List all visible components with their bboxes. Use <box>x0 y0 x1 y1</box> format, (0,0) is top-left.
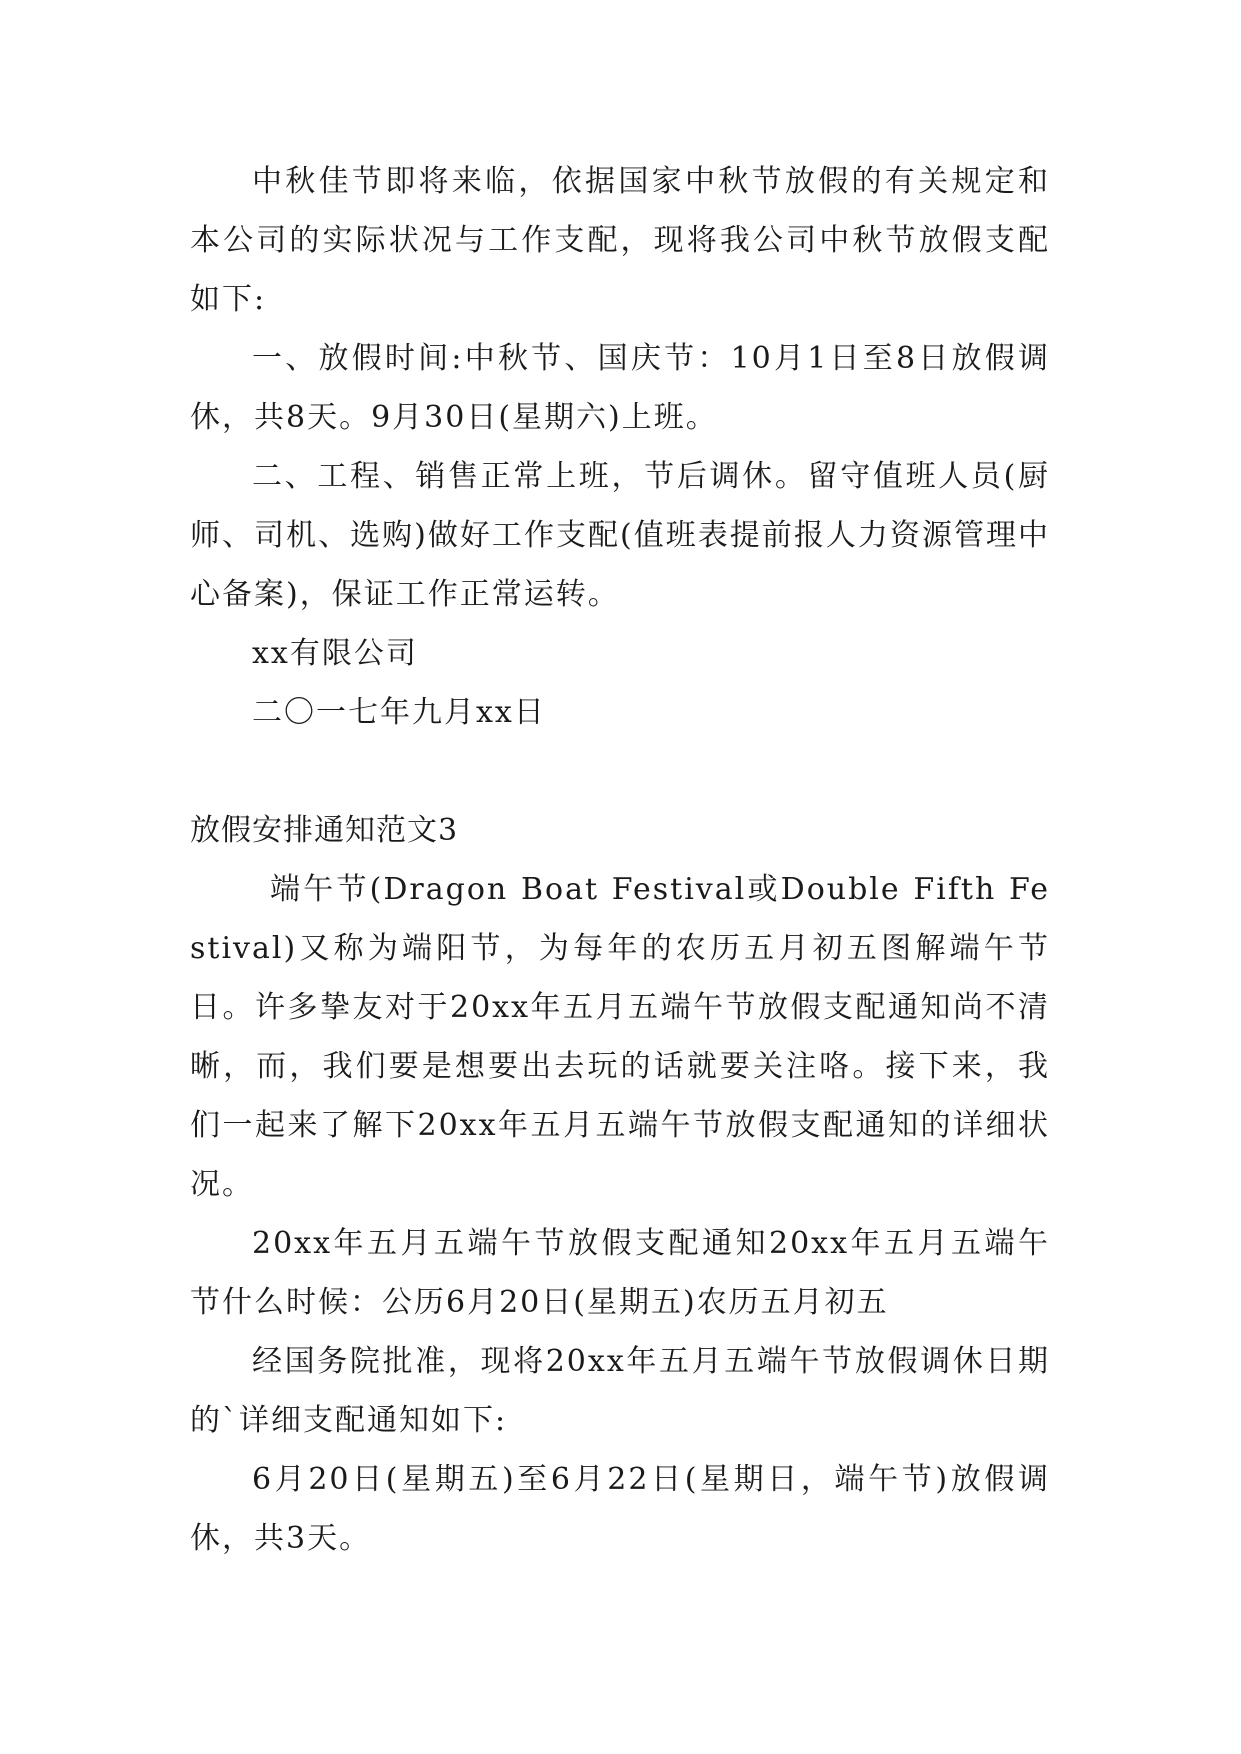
section-spacer <box>190 742 1050 801</box>
signature-date: 二〇一七年九月xx日 <box>252 695 546 730</box>
document-page <box>190 152 1050 1568</box>
festival-intro-paragraph: 端午节(Dragon Boat Festival或Double Fifth Festival)又称为端阳节，为每年的农历五月初五图解端午节日。许多挚友对于20xx年五月五端午节放假支配通知尚不清晰，而，我们要是想要出去玩的话就要关注咯。接下来，我们一起来了解下20xx年五月五端午节放假支配通知的详细状况。 <box>190 872 1050 1202</box>
notice-item-2: 二、工程、销售正常上班，节后调休。留守值班人员(厨师、司机、选购)做好工作支配(值班表提前报人力资源管理中心备案)，保证工作正常运转。 <box>190 459 1050 612</box>
section-title: 放假安排通知范文3 <box>190 813 459 848</box>
notice-intro-paragraph: 中秋佳节即将来临，依据国家中秋节放假的有关规定和本公司的实际状况与工作支配，现将我公司中秋节放假支配如下: <box>190 164 1050 317</box>
festival-date-paragraph: 20xx年五月五端午节放假支配通知20xx年五月五端午节什么时候：公历6月20日(星期五)农历五月初五 <box>190 1226 1050 1320</box>
company-signature: xx有限公司 <box>252 636 418 671</box>
holiday-period-paragraph: 6月20日(星期五)至6月22日(星期日，端午节)放假调休，共3天。 <box>190 1462 1050 1556</box>
approval-paragraph: 经国务院批准，现将20xx年五月五端午节放假调休日期的`详细支配通知如下: <box>190 1344 1050 1438</box>
notice-item-1: 一、放假时间:中秋节、国庆节：10月1日至8日放假调休，共8天。9月30日(星期六)上班。 <box>190 341 1050 435</box>
